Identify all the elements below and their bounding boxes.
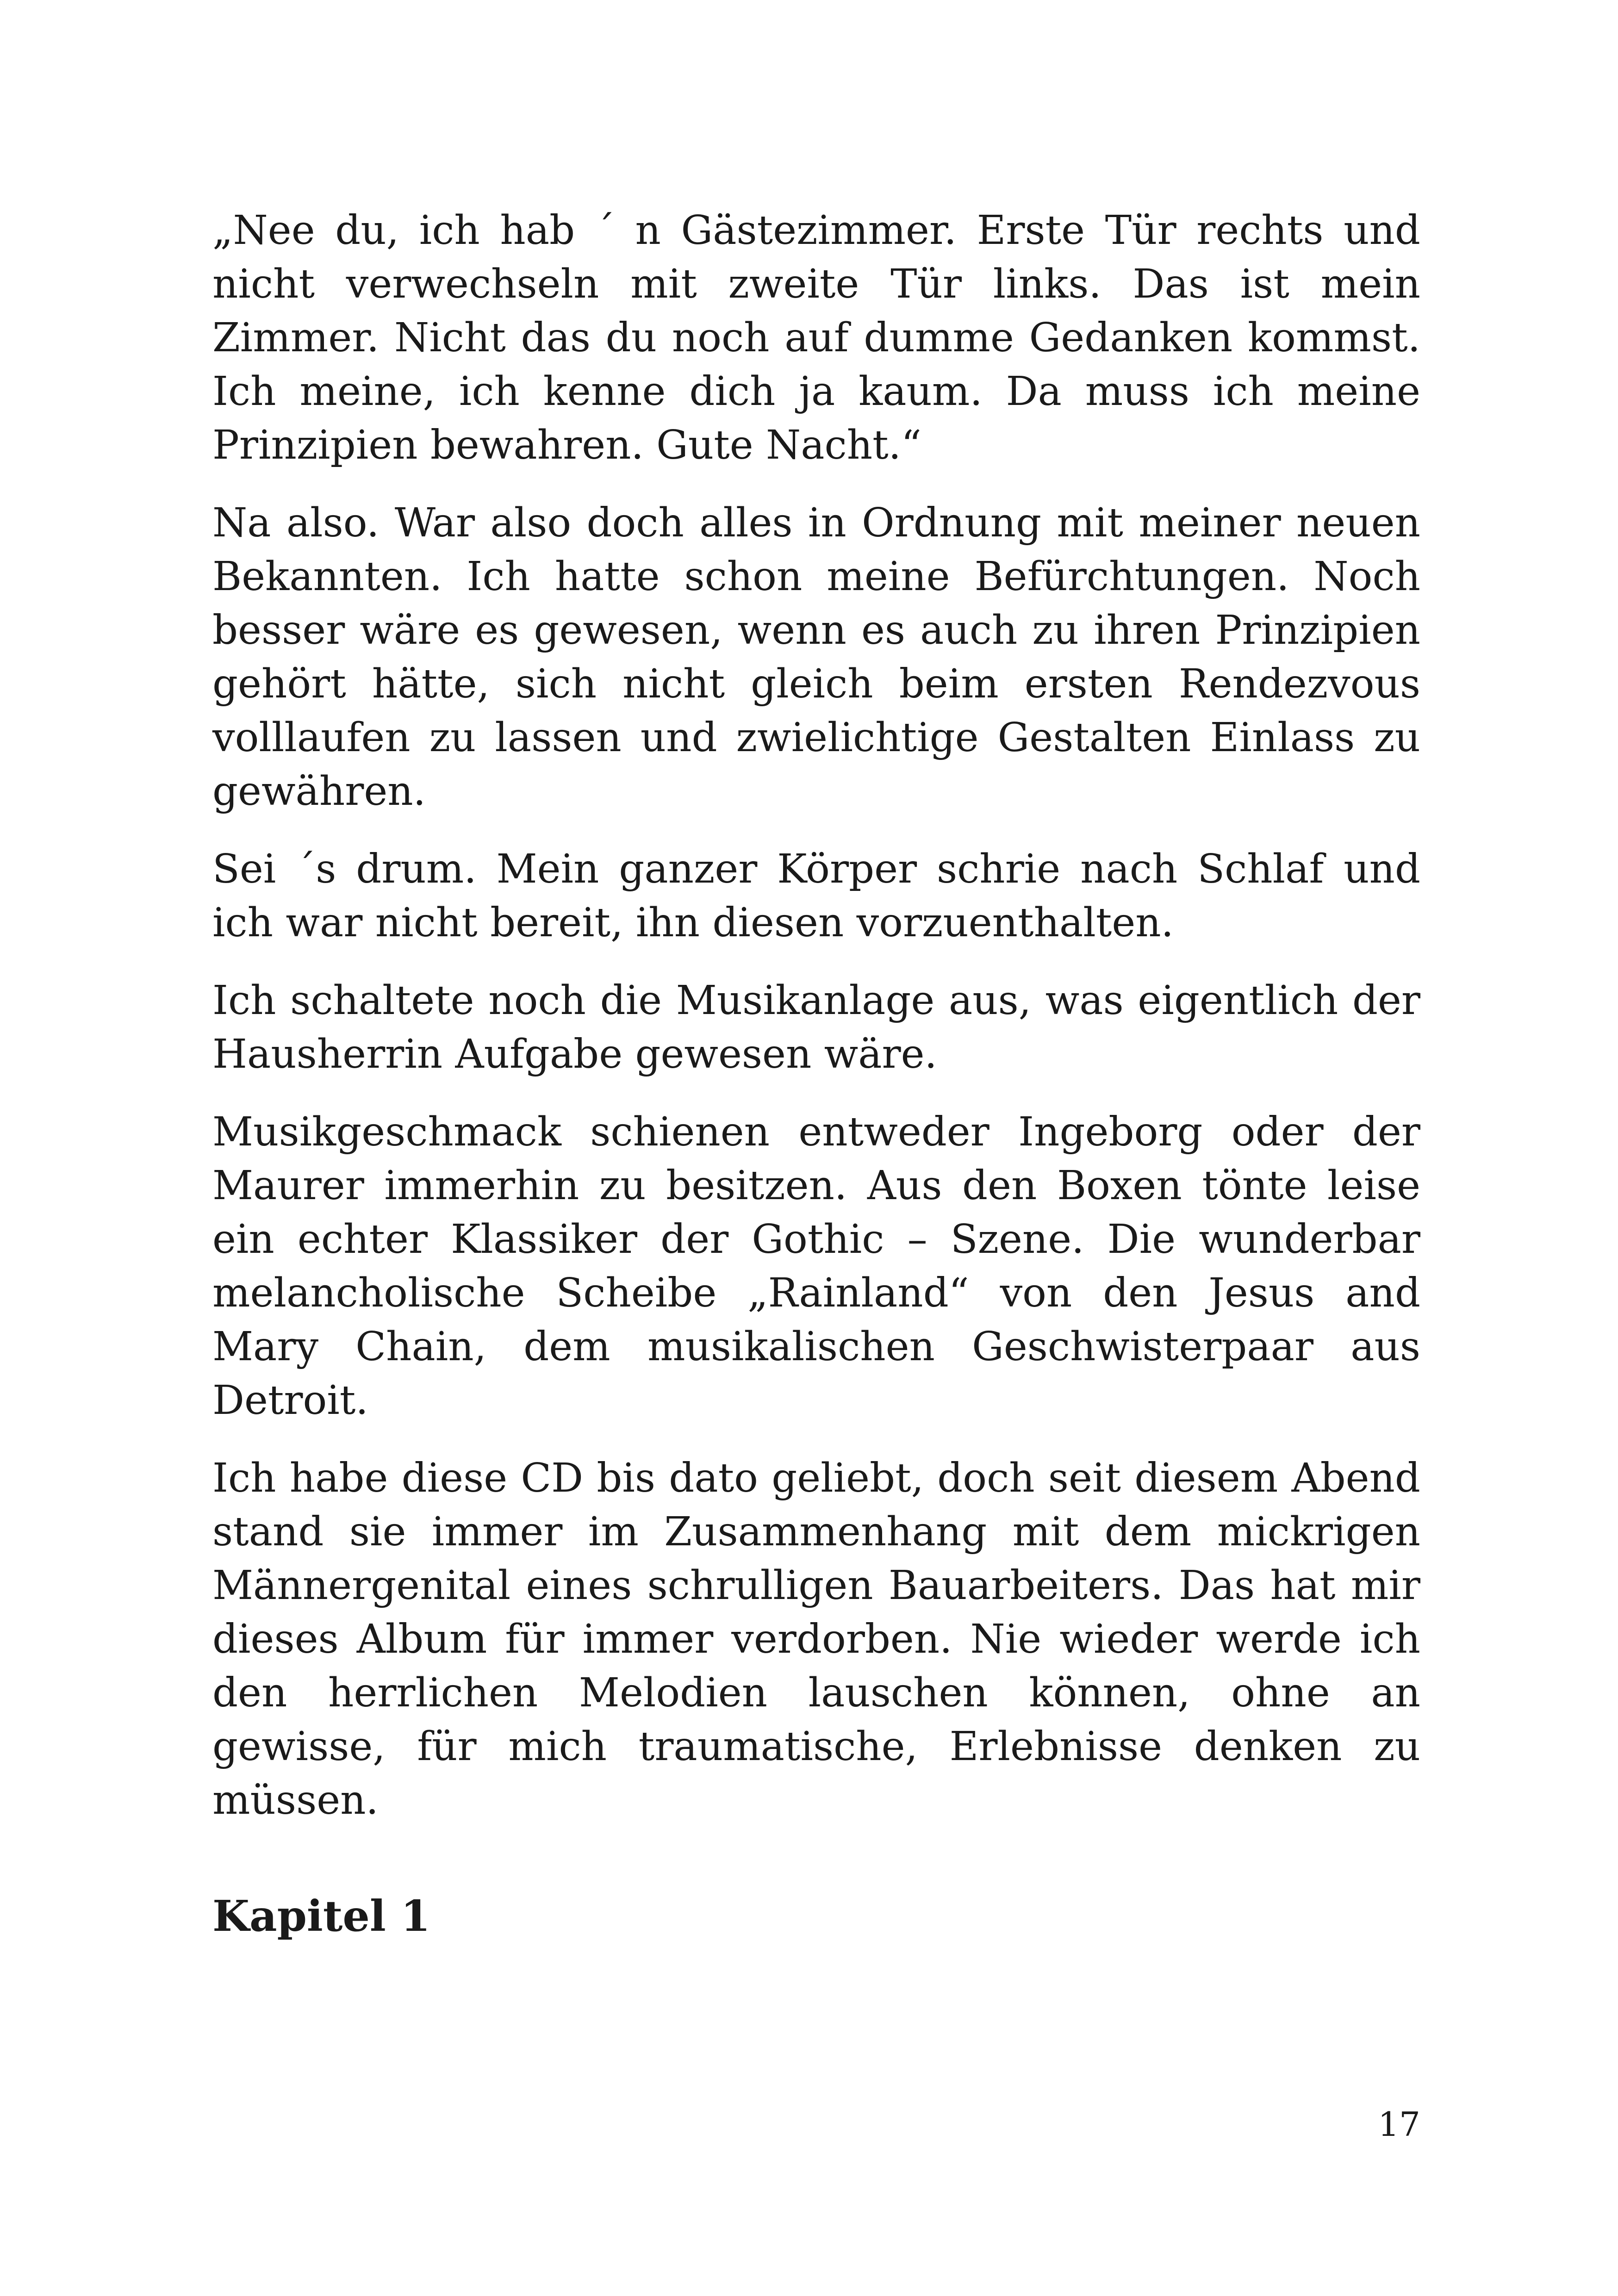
paragraph: Ich schaltete noch die Musikanlage aus, was eigentlich der Hausherrin Aufgabe gewesen wäre. [212, 977, 1420, 1077]
paragraph: „Nee du, ich hab ´ n Gästezimmer. Erste Tür rechts und nicht verwechseln mit zweite Tür links. Das ist mein Zimmer. Nicht das du noch auf dumme Gedanken kommst. Ich meine, ich kenne dich ja kaum. Da muss ich meine Prinzipien bewahren. Gute Nacht.“ [212, 207, 1420, 468]
paragraph: Musikgeschmack schienen entweder Ingeborg oder der Maurer immerhin zu besitzen. Aus den Boxen tönte leise ein echter Klassiker der Gothic – Szene. Die wunderbar melancholische Scheibe „Rainland“ von den Jesus and Mary Chain, dem musikalischen Geschwisterpaar aus Detroit. [212, 1109, 1420, 1424]
paragraph: Na also. War also doch alles in Ordnung mit meiner neuen Bekannten. Ich hatte schon meine Befürchtungen. Noch besser wäre es gewesen, wenn es auch zu ihren Prinzipien gehört hätte, sich nicht gleich beim ersten Rendezvous volllaufen zu lassen und zwielichtige Gestalten Einlass zu gewähren. [212, 500, 1420, 815]
paragraph: Ich habe diese CD bis dato geliebt, doch seit diesem Abend stand sie immer im Zusammenhang mit dem mickrigen Männergenital eines schrulligen Bauarbeiters. Das hat mir dieses Album für immer verdorben. Nie wieder werde ich den herrlichen Melodien lauschen können, ohne an gewisse, für mich traumatische, Erlebnisse denken zu müssen. [212, 1455, 1420, 1823]
page-number: 17 [1378, 2105, 1420, 2144]
paragraph: Sei ´s drum. Mein ganzer Körper schrie nach Schlaf und ich war nicht bereit, ihn diesen vorzuenthalten. [212, 846, 1420, 946]
body-text [212, 204, 1420, 1851]
chapter-heading: Kapitel 1 [212, 1891, 430, 1941]
